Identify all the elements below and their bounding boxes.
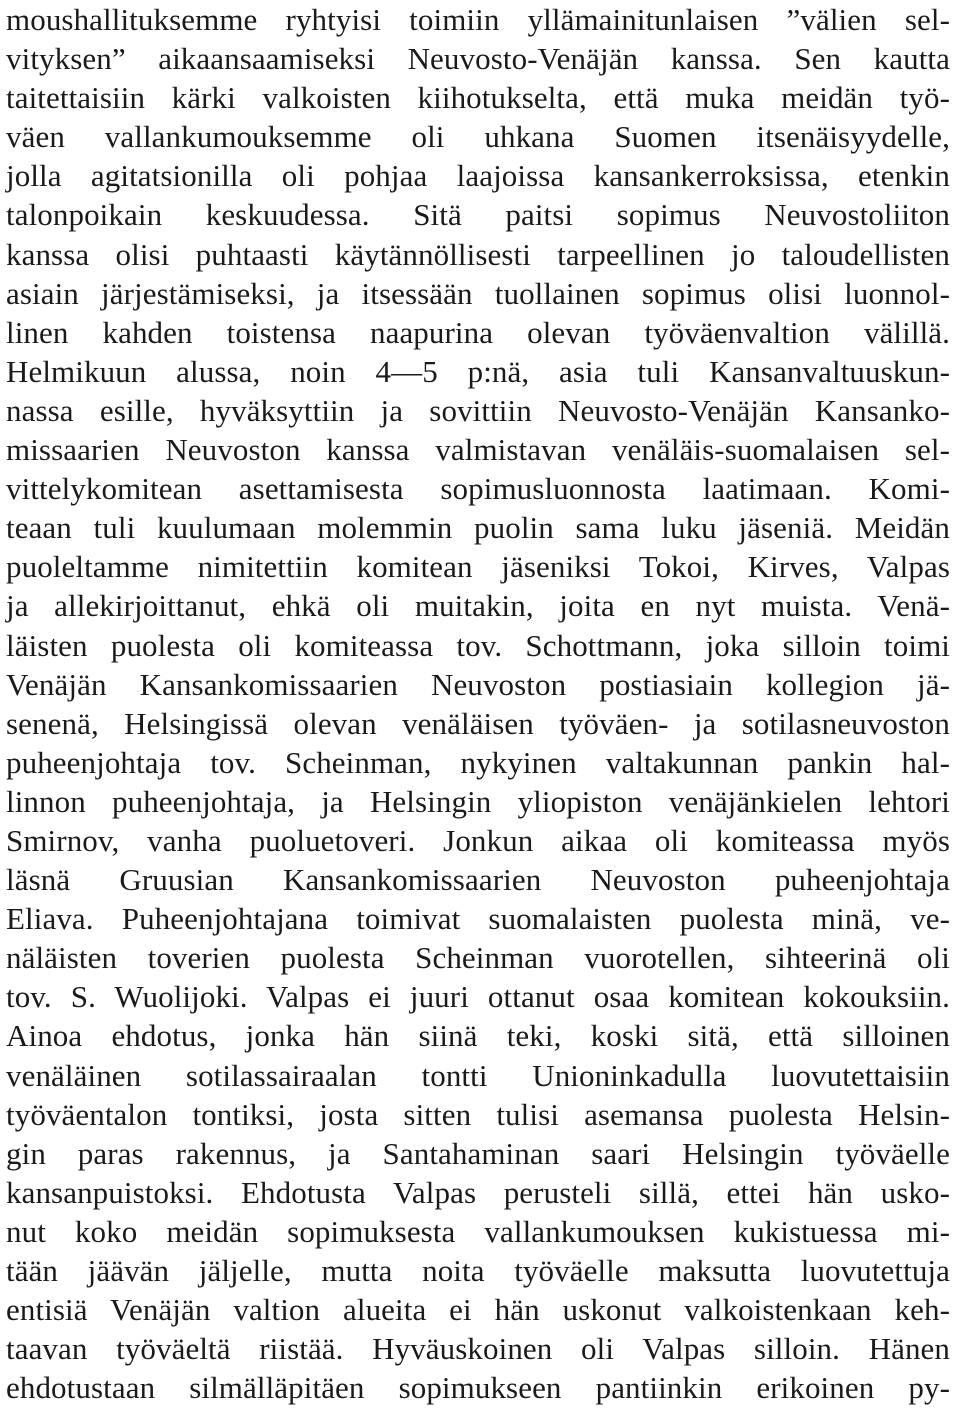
text-line: nassa esille, hyväksyttiin ja sovittiin Neuvosto-Venäjän Kansanko- — [6, 392, 950, 428]
text-line: Venäjän Kansankomissaarien Neuvoston postiasiain kollegion jä- — [6, 666, 950, 702]
text-line: näläisten toverien puolesta Scheinman vuorotellen, sihteerinä oli — [6, 940, 950, 976]
text-line: väen vallankumouksemme oli uhkana Suomen itsenäisyydelle, — [6, 119, 950, 155]
text-line: jolla agitatsionilla oli pohjaa laajoissa kansankerroksissa, etenkin — [6, 158, 950, 194]
text-line: Smirnov, vanha puoluetoveri. Jonkun aikaa oli komiteassa myös — [6, 822, 950, 858]
text-line: läsnä Gruusian Kansankomissaarien Neuvoston puheenjohtaja — [6, 862, 950, 898]
text-line: venäläinen sotilassairaalan tontti Unioninkadulla luovutettaisiin — [6, 1057, 950, 1093]
text-line: tään jäävän jäljelle, mutta noita työväelle maksutta luovutettuja — [6, 1253, 950, 1288]
text-line: taavan työväeltä riistää. Hyväuskoinen oli Valpas silloin. Hänen — [6, 1331, 950, 1367]
text-line: Ainoa ehdotus, jonka hän siinä teki, koski sitä, että silloinen — [6, 1018, 950, 1054]
text-line: työväentalon tontiksi, josta sitten tulisi asemansa puolesta Helsin- — [6, 1096, 950, 1132]
text-line: taitettaisiin kärki valkoisten kiihotukselta, että muka meidän työ- — [6, 80, 950, 116]
text-line: vittelykomitean asettamisesta sopimusluonnosta laatimaan. Komi- — [6, 471, 950, 507]
text-line: tov. S. Wuolijoki. Valpas ei juuri ottanut osaa komitean kokouksiin. — [6, 979, 950, 1015]
text-line: asiain järjestämiseksi, ja itsessään tuollainen sopimus olisi luonnol- — [6, 275, 950, 311]
text-line: kansanpuistoksi. Ehdotusta Valpas perusteli sillä, ettei hän usko- — [6, 1174, 950, 1210]
text-line: puoleltamme nimitettiin komitean jäseniksi Tokoi, Kirves, Valpas — [6, 549, 950, 585]
text-line: linen kahden toistensa naapurina olevan työväenvaltion välillä. — [6, 314, 950, 350]
text-line: Helmikuun alussa, noin 4—5 p:nä, asia tuli Kansanvaltuuskun- — [6, 353, 950, 389]
text-line: moushallituksemme ryhtyisi toimiin yllämainitunlaisen ”välien sel- — [6, 2, 950, 37]
text-line: läisten puolesta oli komiteassa tov. Schottmann, joka silloin toimi — [6, 627, 950, 663]
text-line: vityksen” aikaansaamiseksi Neuvosto-Venäjän kanssa. Sen kautta — [6, 41, 950, 77]
text-line: talonpoikain keskuudessa. Sitä paitsi sopimus Neuvostoliiton — [6, 197, 950, 233]
text-line: nut koko meidän sopimuksesta vallankumouksen kukistuessa mi- — [6, 1213, 950, 1249]
text-line: entisiä Venäjän valtion alueita ei hän uskonut valkoistenkaan keh- — [6, 1292, 950, 1328]
text-line: senenä, Helsingissä olevan venäläisen työväen- ja sotilasneuvoston — [6, 705, 950, 741]
body-text — [6, 0, 950, 1407]
text-line: teaan tuli kuulumaan molemmin puolin sama luku jäseniä. Meidän — [6, 510, 950, 546]
text-line: Eliava. Puheenjohtajana toimivat suomalaisten puolesta minä, ve- — [6, 901, 950, 937]
text-line: linnon puheenjohtaja, ja Helsingin yliopiston venäjänkielen lehtori — [6, 783, 950, 819]
text-line: puheenjohtaja tov. Scheinman, nykyinen valtakunnan pankin hal- — [6, 744, 950, 780]
text-line: ehdotustaan silmälläpitäen sopimukseen pantiinkin erikoinen py- — [6, 1370, 950, 1406]
text-line: ja allekirjoittanut, ehkä oli muitakin, joita en nyt muista. Venä- — [6, 588, 950, 624]
text-line: missaarien Neuvoston kanssa valmistavan venäläis-suomalaisen sel- — [6, 432, 950, 468]
text-line: kanssa olisi puhtaasti käytännöllisesti tarpeellinen jo taloudellisten — [6, 236, 950, 272]
text-line: gin paras rakennus, ja Santahaminan saari Helsingin työväelle — [6, 1135, 950, 1171]
